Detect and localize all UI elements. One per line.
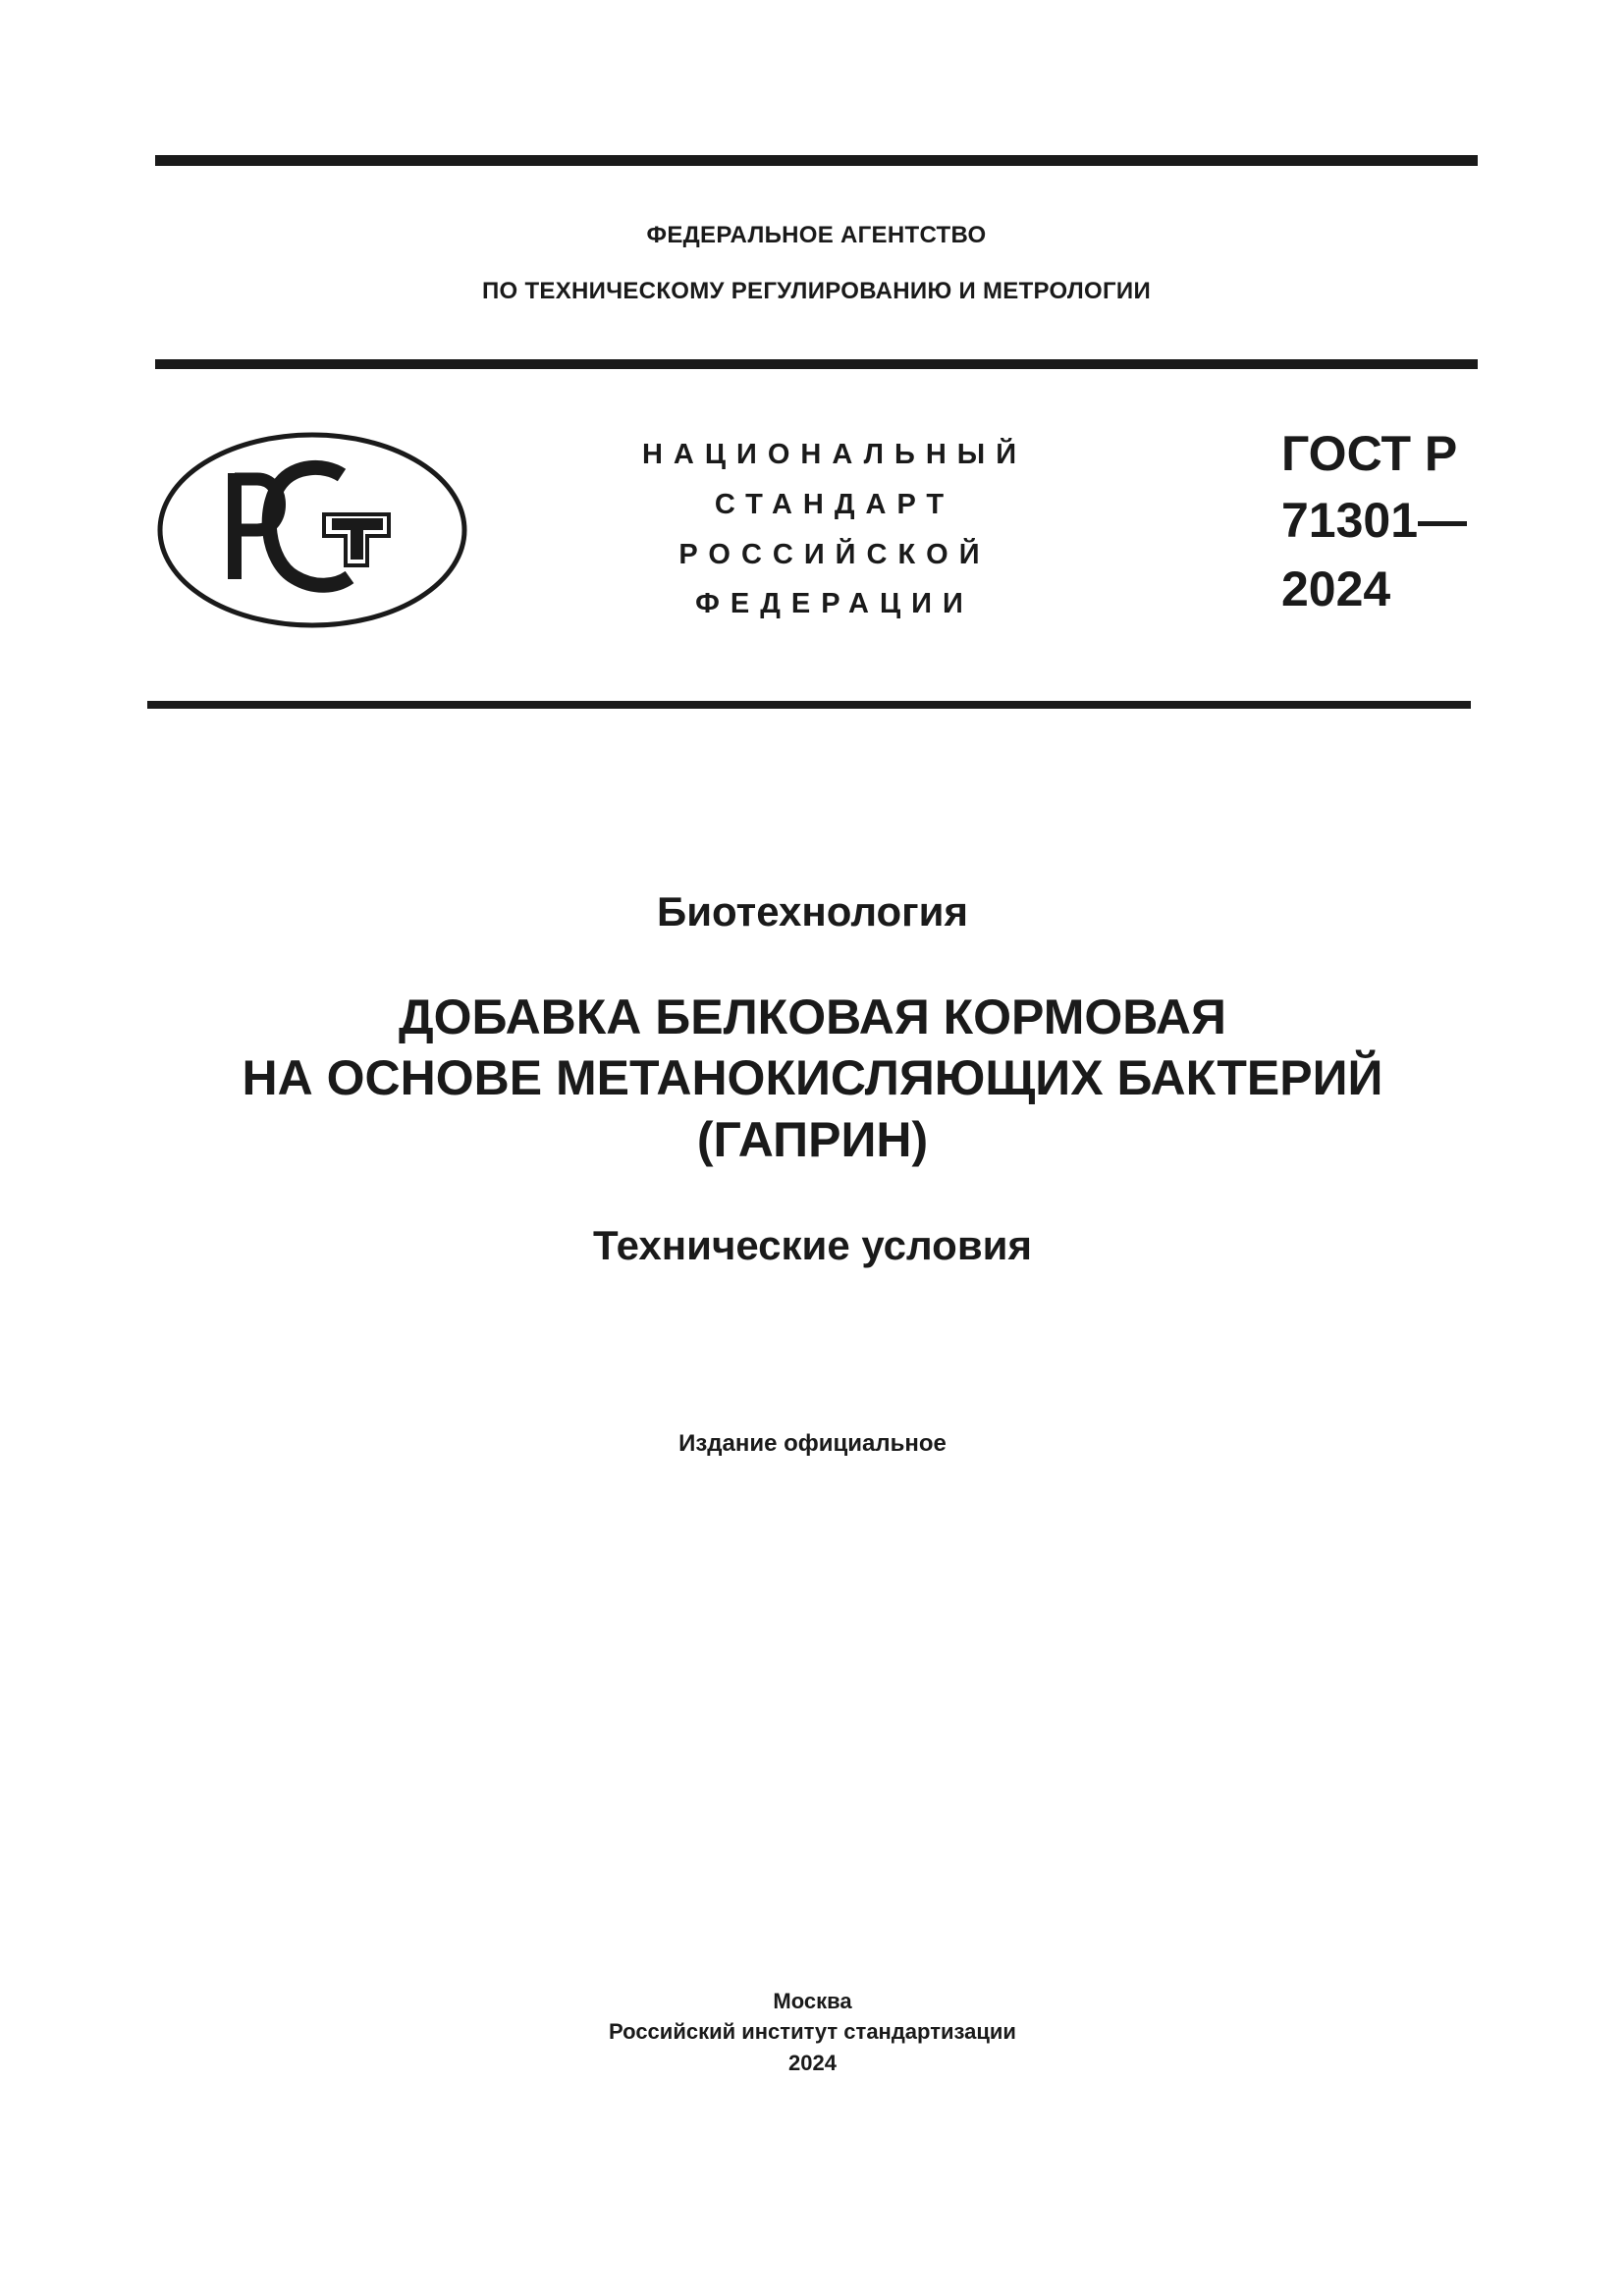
document-title-line-3: (ГАПРИН) xyxy=(696,1112,929,1167)
agency-line-1: ФЕДЕРАЛЬНОЕ АГЕНТСТВО xyxy=(646,222,987,248)
standard-type-line-2: СТАНДАРТ xyxy=(714,489,955,520)
document-subtitle: Технические условия xyxy=(593,1222,1032,1268)
document-title-line-2: НА ОСНОВЕ МЕТАНОКИСЛЯЮЩИХ БАКТЕРИЙ xyxy=(242,1050,1383,1105)
standard-code-line-1: ГОСТ Р xyxy=(1281,426,1458,481)
standard-code-line-2: 71301— xyxy=(1281,493,1468,548)
imprint-city: Москва xyxy=(773,1989,852,2013)
imprint-publisher: Российский институт стандартизации xyxy=(609,2019,1016,2044)
middle-rule xyxy=(155,359,1478,369)
top-rule xyxy=(155,155,1478,166)
document-title-line-1: ДОБАВКА БЕЛКОВАЯ КОРМОВАЯ xyxy=(399,989,1226,1044)
imprint-year: 2024 xyxy=(788,2051,837,2075)
document-subject: Биотехнология xyxy=(657,888,968,934)
rst-certification-mark-icon xyxy=(157,432,467,628)
standard-type-line-4: ФЕДЕРАЦИИ xyxy=(695,588,974,619)
bottom-rule xyxy=(147,701,1471,709)
edition-label: Издание официальное xyxy=(678,1430,947,1457)
standard-type-line-1: НАЦИОНАЛЬНЫЙ xyxy=(641,439,1028,470)
standard-type-line-3: РОССИЙСКОЙ xyxy=(678,539,991,570)
agency-line-2: ПО ТЕХНИЧЕСКОМУ РЕГУЛИРОВАНИЮ И МЕТРОЛОГИИ xyxy=(481,278,1152,304)
standard-code-line-3: 2024 xyxy=(1281,561,1391,616)
